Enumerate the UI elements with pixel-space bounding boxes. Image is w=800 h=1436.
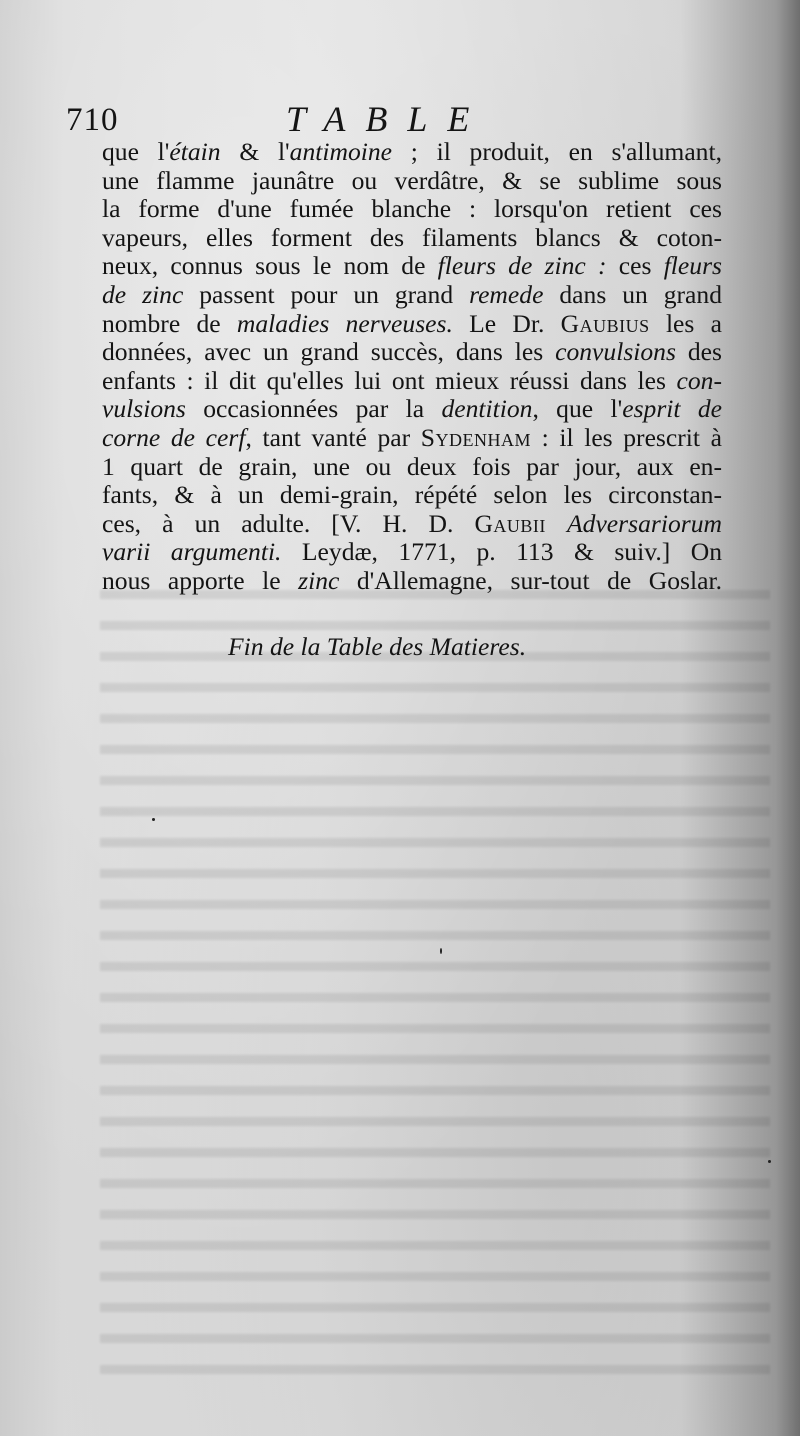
- text-segment: une flamme jaunâtre ou verdâtre, & se sublime sous: [102, 166, 722, 195]
- text-segment: remede: [469, 280, 544, 309]
- text-line: [102, 367, 722, 396]
- text-segment: données, avec un grand succès, dans les: [102, 338, 556, 367]
- text-segment: les a: [649, 309, 722, 338]
- text-segment: convulsions: [555, 338, 676, 367]
- text-line: [102, 567, 722, 596]
- text-segment: nous apporte le: [102, 566, 299, 595]
- text-line: [102, 510, 722, 539]
- text-segment: étain: [169, 138, 221, 166]
- text-segment: : il les prescrit à: [531, 423, 722, 452]
- text-segment: ces: [606, 252, 664, 281]
- text-segment: vulsions: [102, 395, 186, 424]
- text-segment: 1 quart de grain, une ou deux fois par jour, aux en-: [102, 452, 722, 481]
- text-segment: que l': [102, 138, 170, 166]
- text-line: [102, 138, 722, 167]
- text-segment: Le Dr.: [452, 309, 561, 338]
- text-segment: de zinc: [102, 280, 184, 309]
- text-line: [102, 195, 722, 224]
- text-line: [102, 338, 722, 367]
- text-segment: passent pour un grand: [183, 280, 470, 309]
- page-header: [66, 98, 766, 142]
- text-segment: d'Allemagne, sur-tout de Goslar.: [339, 566, 722, 595]
- text-segment: & l': [220, 138, 290, 166]
- running-head: TABLE: [286, 99, 490, 139]
- text-segment: nombre de: [102, 309, 237, 338]
- text-segment: , que l': [532, 395, 623, 424]
- text-segment: con-: [676, 366, 722, 395]
- text-segment: maladies nerveuses.: [236, 309, 453, 338]
- text-line: [102, 252, 722, 281]
- show-through-text: [100, 590, 770, 1390]
- ink-speck: [440, 948, 442, 954]
- ink-speck: [152, 818, 155, 821]
- text-segment: vapeurs, elles forment des filaments blancs & coton-: [102, 223, 722, 252]
- text-segment: corne de cerf: [102, 423, 246, 452]
- text-segment: Leydæ, 1771, p. 113 & suiv.] On: [281, 538, 722, 567]
- page-number: 710: [66, 102, 119, 138]
- text-line: [102, 224, 722, 253]
- text-line: [102, 424, 722, 453]
- text-segment: , tant vanté par: [245, 423, 421, 452]
- text-segment: fants, & à un demi-grain, répété selon les circonstan-: [102, 481, 722, 510]
- text-segment: zinc: [298, 566, 340, 595]
- text-segment: esprit de: [622, 395, 722, 424]
- text-segment: dentition: [441, 395, 533, 424]
- text-segment: antimoine: [289, 138, 393, 166]
- text-segment: Adversariorum: [567, 509, 722, 538]
- text-segment: fleurs de zinc :: [437, 252, 607, 281]
- text-segment: des: [675, 338, 722, 367]
- text-line: [102, 453, 722, 482]
- text-segment: ces, à un adulte. [V. H. D.: [102, 509, 475, 538]
- text-segment: varii argumenti.: [102, 538, 282, 567]
- text-segment: neux, connus sous le nom de: [102, 252, 438, 281]
- text-segment: ; il produit, en s'allumant,: [392, 138, 722, 166]
- text-line: [102, 281, 722, 310]
- text-segment: dans un grand: [543, 280, 722, 309]
- text-segment: Sydenham: [420, 423, 532, 452]
- text-segment: Gaubii: [474, 509, 546, 538]
- text-line: [102, 538, 722, 567]
- text-segment: la forme d'une fumée blanche : lorsqu'on retient ces: [102, 195, 722, 224]
- body-paragraph: [102, 138, 722, 596]
- text-segment: Gaubius: [560, 309, 650, 338]
- text-segment: occasionnées par la: [185, 395, 442, 424]
- ink-speck: [768, 1160, 771, 1163]
- text-segment: [546, 510, 567, 538]
- text-segment: fleurs: [663, 252, 722, 281]
- text-line: [102, 481, 722, 510]
- text-line: [102, 310, 722, 339]
- text-line: [102, 167, 722, 196]
- colophon: Fin de la Table des Matieres.: [228, 632, 527, 661]
- text-line: [102, 395, 722, 424]
- text-segment: enfants : il dit qu'elles lui ont mieux réussi dans les: [102, 366, 677, 395]
